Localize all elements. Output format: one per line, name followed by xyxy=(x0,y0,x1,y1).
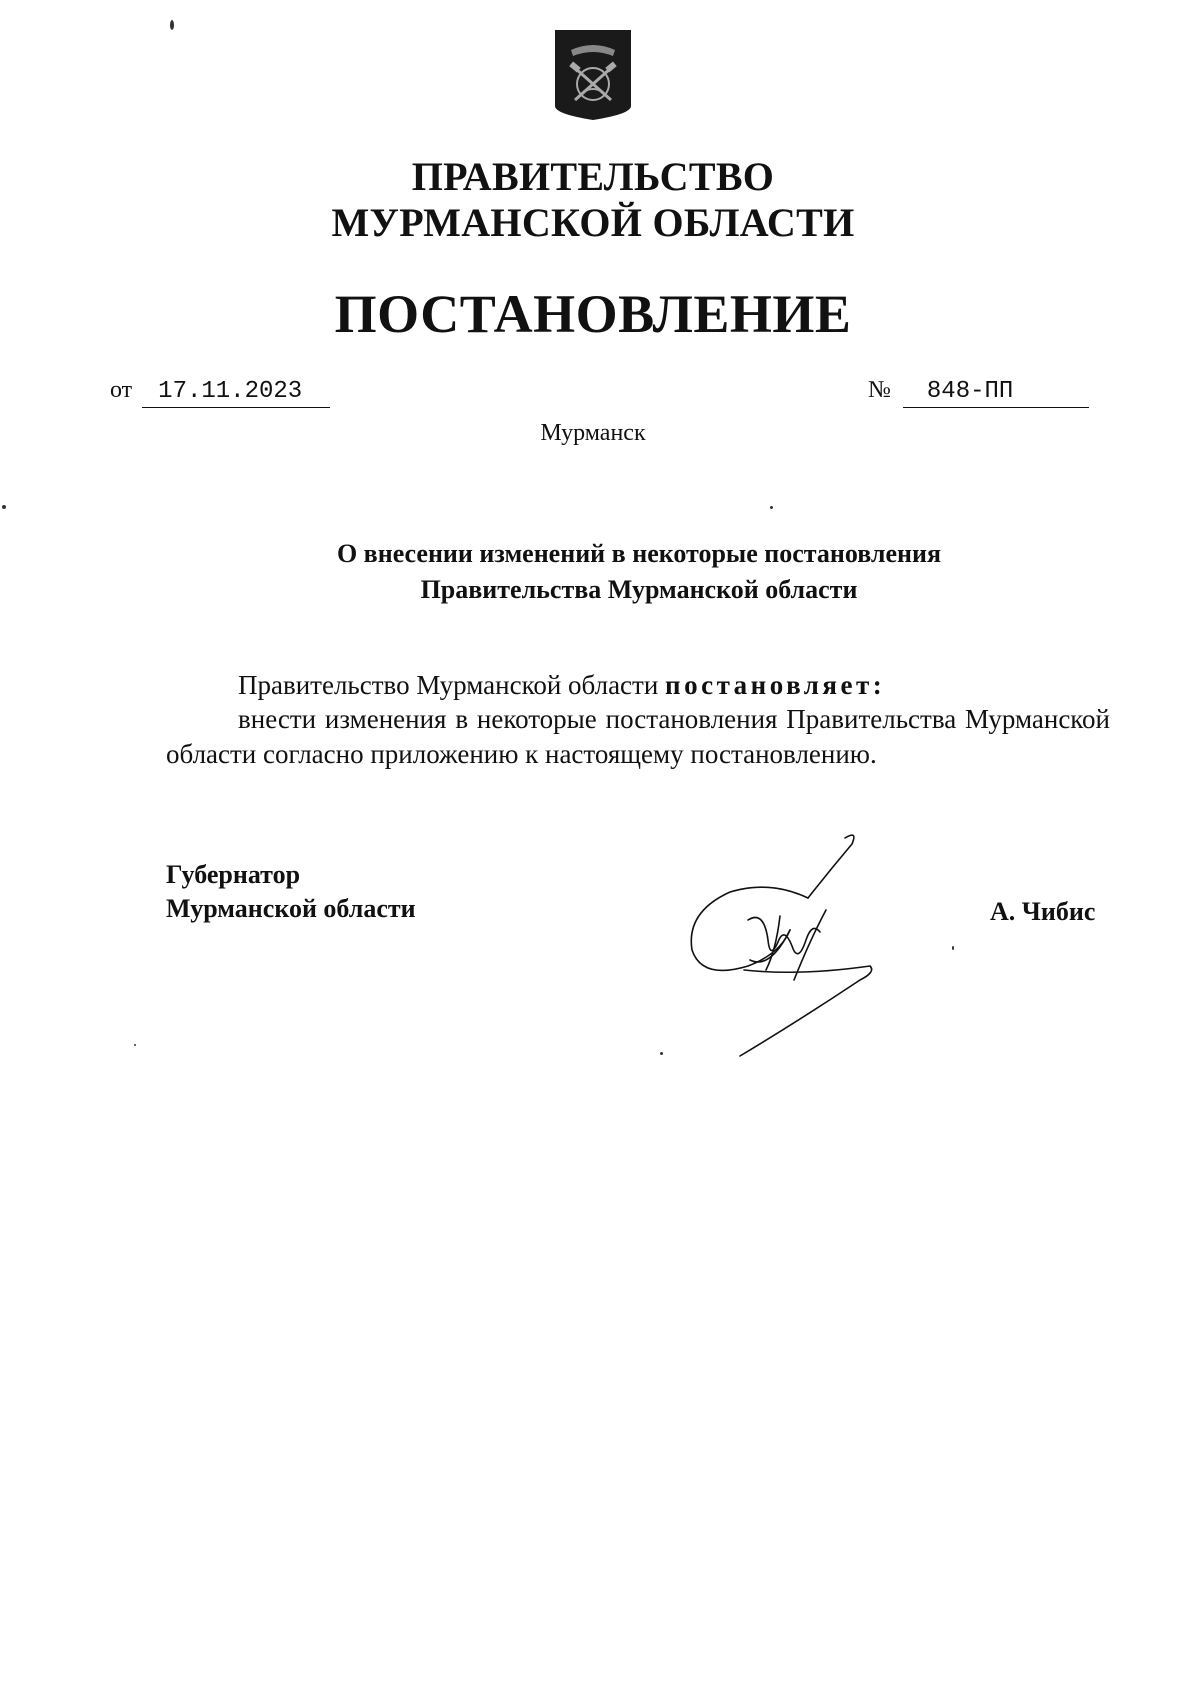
scan-speck xyxy=(2,505,6,509)
document-type: ПОСТАНОВЛЕНИЕ xyxy=(334,284,852,344)
subject-line1: О внесении изменений в некоторые постановления xyxy=(336,539,942,568)
preamble xyxy=(238,668,885,702)
signer-name: А. Чибис xyxy=(990,897,1096,926)
document-number-row xyxy=(868,375,1089,408)
scan-speck xyxy=(952,946,954,950)
scan-speck xyxy=(170,20,174,30)
signer-title-line2: Мурманской области xyxy=(166,894,416,923)
preamble-verb: постановляет: xyxy=(665,670,886,700)
scan-speck xyxy=(770,506,773,509)
document-city: Мурманск xyxy=(540,420,646,446)
document-number: 848-ПП xyxy=(903,377,1089,408)
organization-name-line1: ПРАВИТЕЛЬСТВО xyxy=(411,154,775,199)
decision-text: внести изменения в некоторые постановления Правительства Мурманской области согласно приложению к настоящему постановлению. xyxy=(166,704,1110,769)
scan-speck xyxy=(660,1052,663,1055)
organization-name-line2: МУРМАНСКОЙ ОБЛАСТИ xyxy=(331,200,855,245)
number-prefix: № xyxy=(868,377,891,403)
organization-name xyxy=(0,154,1186,246)
document-date-row xyxy=(110,375,330,408)
signer-title xyxy=(166,858,416,926)
coat-of-arms-icon xyxy=(553,28,633,122)
signer-title-line1: Губернатор xyxy=(166,860,301,889)
document-subject xyxy=(0,536,1200,608)
handwritten-signature-icon xyxy=(680,820,920,1060)
scan-speck xyxy=(134,1044,136,1046)
date-prefix: от xyxy=(110,377,133,403)
document-date: 17.11.2023 xyxy=(142,377,330,408)
preamble-start: Правительство Мурманской области xyxy=(238,670,659,700)
subject-line2: Правительства Мурманской области xyxy=(420,575,858,604)
